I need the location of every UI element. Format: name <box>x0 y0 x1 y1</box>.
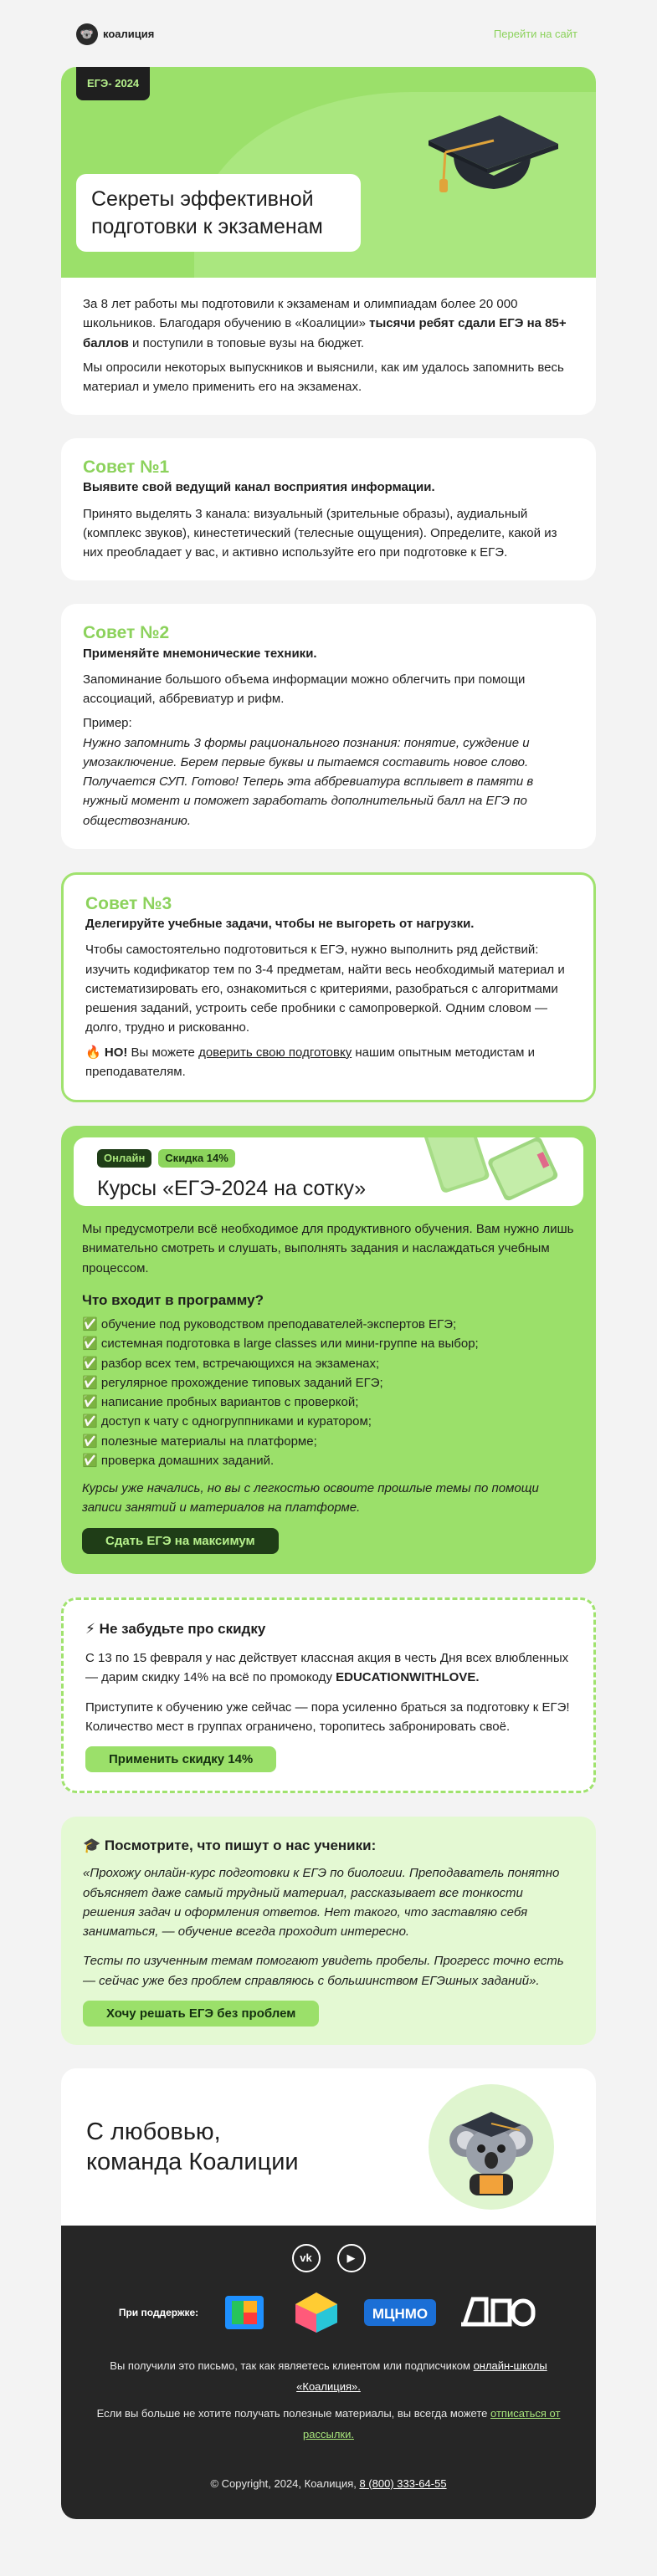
list-item: ✅ регулярное прохождение типовых заданий ЕГЭ; <box>82 1375 383 1390</box>
partners-label: При поддержке: <box>118 2306 199 2318</box>
reviews-card <box>61 1817 596 2045</box>
exam-year-badge: ЕГЭ- 2024 <box>76 67 150 100</box>
promo-title: ⚡ Не забудьте про скидку <box>85 1620 266 1637</box>
youtube-icon[interactable]: ▶ <box>337 2244 366 2272</box>
tip-1-text: Принято выделять 3 канала: визуальный (зрительные образы), аудиальный (комплекс звуков), кинестетический (телесные ощущения). Определите, какой из них преобладает у вас, и активно используйте его при подготовке к ЕГЭ. <box>83 506 557 560</box>
promo-paragraph-2: Приступите к обучению уже сейчас — пора усиленно браться за подготовку к ЕГЭ! Количество мест в группах ограничено, торопитесь забронировать своё. <box>85 1699 570 1734</box>
brand-name: коалиция <box>103 27 155 40</box>
tip-3-hint: 🔥 НО! Вы можете доверить свою подготовку нашим опытным методистам и преподавателям. <box>85 1045 535 1079</box>
social-links <box>86 2244 571 2272</box>
dpo-logo-icon <box>458 2291 538 2334</box>
tip-1-title: Совет №1 <box>83 457 170 478</box>
list-item: ✅ обучение под руководством преподавателей-экспертов ЕГЭ; <box>82 1317 457 1332</box>
tip-2-example: Нужно запомнить 3 формы рационального познания: понятие, суждение и умозаключение. Берем первые буквы и пытаемся составить новое слово. Получается СУП. Готово! Теперь эта аббревиатура всплывет в памяти в нужный момент и поможет заработать дополнительный балл на ЕГЭ по обществознанию. <box>83 735 534 828</box>
tip-3-text: Чтобы самостоятельно подготовиться к ЕГЭ, нужно выполнить ряд действий: изучить кодификатор тем по 3-4 предметам, найти весь необходимый материал и систематизировать его, ознакомиться с критериями, разобраться с алгоритмами решения заданий, устроить себе пробники с самопроверкой. Одним словом — долго, трудно и рискованно. <box>85 943 565 1035</box>
delegate-preparation-link[interactable]: доверить свою подготовку <box>198 1045 352 1060</box>
graduation-cap-icon <box>420 109 562 201</box>
list-item: ✅ полезные материалы на платформе; <box>82 1434 317 1449</box>
graduation-cap-emoji-icon: 🎓 <box>83 1837 101 1853</box>
tip-2-text: Запоминание большого объема информации можно облегчить при помощи ассоциаций, аббревиатур и рифм. <box>83 672 526 707</box>
hero-banner <box>61 67 596 278</box>
phone-link[interactable]: 8 (800) 333-64-55 <box>359 2476 447 2490</box>
promo-code: EDUCATIONWITHLOVE. <box>336 1670 480 1685</box>
hero-paragraph-2: Мы опросили некоторых выпускников и выяснили, как им удалось запомнить весь материал и умело применить его на экзаменах. <box>83 360 564 394</box>
footer-subscription-note: Вы получили это письмо, так как являетесь клиентом или подписчиком онлайн-школы «Коалиция». <box>110 2359 547 2393</box>
promo-card <box>61 1597 596 1793</box>
brand-logo[interactable] <box>76 23 154 45</box>
list-item: ✅ доступ к чату с одногруппниками и куратором; <box>82 1414 372 1429</box>
footer <box>61 2068 596 2519</box>
solve-exam-button[interactable]: Хочу решать ЕГЭ без проблем <box>83 2001 319 2027</box>
course-card <box>61 1126 596 1574</box>
check-icon: ✅ <box>82 1375 98 1390</box>
program-list <box>82 1315 575 1470</box>
check-icon: ✅ <box>82 1337 98 1352</box>
hero-title: Секреты эффективной подготовки к экзаменам <box>76 174 361 252</box>
signature-block <box>61 2068 596 2226</box>
review-text-1: «Прохожу онлайн-курс подготовки к ЕГЭ по биологии. Преподаватель понятно объясняет даже самый трудный материал, рассказывает все тонкости решения задач и оформления ответов. Нет такого, что заставляю себя заниматься, — обучение всегда проходит интересно. <box>83 1866 560 1940</box>
partner-cube-logo-icon <box>218 2291 270 2334</box>
books-icon <box>414 1137 573 1206</box>
partner-hexagon-logo-icon <box>290 2291 342 2334</box>
tip-3-title: Совет №3 <box>85 893 172 913</box>
tip-2-example-label: Пример: <box>83 716 132 731</box>
footer-unsubscribe-note: Если вы больше не хотите получать полезные материалы, вы всегда можете отписаться от рассылки. <box>96 2407 561 2441</box>
unsubscribe-link[interactable]: отписаться от рассылки. <box>303 2407 561 2441</box>
signature-text: С любовью, команда Коалиции <box>86 2118 299 2175</box>
tip-1-subtitle: Выявите свой ведущий канал восприятия информации. <box>83 480 435 495</box>
hero-intro <box>61 278 596 415</box>
list-item: ✅ проверка домашних заданий. <box>82 1453 275 1468</box>
svg-text:МЦНМО: МЦНМО <box>372 2305 429 2322</box>
school-link[interactable]: онлайн-школы «Коалиция». <box>296 2359 547 2393</box>
course-body <box>74 1206 583 1554</box>
list-item: ✅ разбор всех тем, встречающихся на экзаменах; <box>82 1356 380 1371</box>
reviews-title: 🎓 Посмотрите, что пишут о нас ученики: <box>83 1837 377 1853</box>
header <box>61 18 596 50</box>
list-item: ✅ написание пробных вариантов с проверкой; <box>82 1395 359 1410</box>
course-title: Курсы «ЕГЭ-2024 на сотку» <box>97 1177 367 1201</box>
mcnmo-logo-icon <box>362 2291 438 2334</box>
program-title: Что входит в программу? <box>82 1291 264 1308</box>
check-icon: ✅ <box>82 1356 98 1371</box>
copyright: © Copyright, 2024, Коалиция, 8 (800) 333-64-55 <box>210 2476 447 2490</box>
check-icon: ✅ <box>82 1395 98 1410</box>
tip-2-title: Совет №2 <box>83 623 170 643</box>
fire-icon: 🔥 <box>85 1045 101 1060</box>
footer-dark <box>61 2226 596 2519</box>
koala-logo-icon: 🐨 <box>76 23 98 45</box>
check-icon: ✅ <box>82 1434 98 1449</box>
check-icon: ✅ <box>82 1414 98 1429</box>
get-max-score-button[interactable]: Сдать ЕГЭ на максимум <box>82 1528 279 1554</box>
tip-1-card <box>61 438 596 580</box>
list-item: ✅ системная подготовка в large classes или мини-группе на выбор; <box>82 1337 479 1352</box>
review-text-2: Тесты по изученным темам помогают увидеть пробелы. Прогресс точно есть — сейчас уже без проблем справляюсь с большинством ЕГЭшных заданий». <box>83 1954 564 1988</box>
course-intro: Мы предусмотрели всё необходимое для продуктивного обучения. Вам нужно лишь внимательно смотреть и слушать, выполнять задания и наслаждаться учебным процессом. <box>82 1222 574 1275</box>
check-icon: ✅ <box>82 1317 98 1332</box>
discount-tag: Скидка 14% <box>158 1149 235 1168</box>
lightning-icon: ⚡ <box>85 1620 95 1637</box>
check-icon: ✅ <box>82 1453 98 1468</box>
promo-paragraph-1: С 13 по 15 февраля у нас действует классная акция в честь Дня всех влюбленных — дарим скидку 14% на всё по промокоду EDUCATIONWITHLOVE. <box>85 1651 569 1685</box>
tip-3-card <box>61 872 596 1102</box>
tip-3-subtitle: Делегируйте учебные задачи, чтобы не выгореть от нагрузки. <box>85 917 475 932</box>
go-to-site-link[interactable]: Перейти на сайт <box>493 27 577 40</box>
online-tag: Онлайн <box>97 1149 151 1168</box>
course-note: Курсы уже начались, но вы с легкостью освоите прошлые темы по помощи записи занятий и материалов на платформе. <box>82 1481 539 1515</box>
course-header <box>74 1137 583 1206</box>
hero-paragraph-1: За 8 лет работы мы подготовили к экзаменам и олимпиадам более 20 000 школьников. Благодаря обучению в «Коалиции» тысячи ребят сдали ЕГЭ на 85+ баллов и поступили в топовые вузы на бюджет. <box>83 297 567 350</box>
partners-row <box>86 2291 571 2334</box>
hero-card <box>61 67 596 415</box>
apply-discount-button[interactable]: Применить скидку 14% <box>85 1746 276 1772</box>
vk-icon[interactable]: vk <box>292 2244 321 2272</box>
koala-mascot-icon <box>429 2084 554 2210</box>
tip-2-subtitle: Применяйте мнемонические техники. <box>83 646 317 661</box>
tip-2-card <box>61 604 596 848</box>
